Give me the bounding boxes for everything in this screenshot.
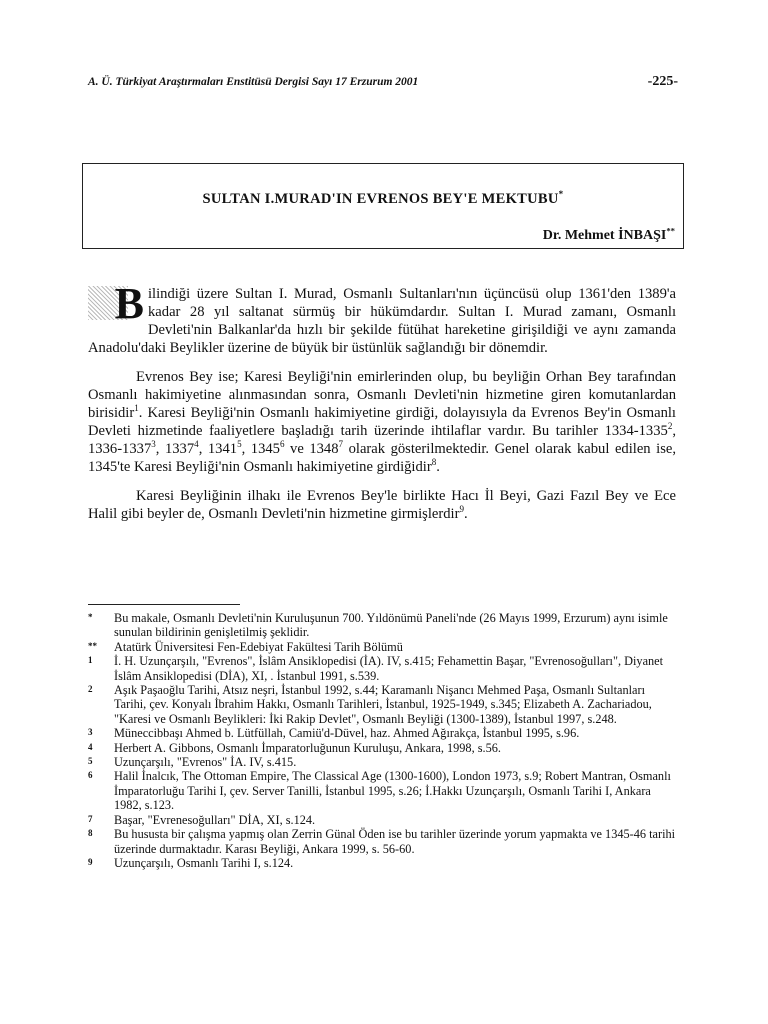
footnote xyxy=(88,769,678,812)
page-number: -225- xyxy=(647,74,678,89)
paragraph-text: Karesi Beyliğinin ilhakı ile Evrenos Bey'le birlikte Hacı İl Beyi, Gazi Fazıl Bey ve Ece Halil gibi beyler de, Osmanlı Devleti'nin hizmetine girmişlerdir xyxy=(88,488,676,522)
paragraph-text: . xyxy=(463,506,468,522)
journal-citation: A. Ü. Türkiyat Araştırmaları Enstitüsü Dergisi Sayı 17 Erzurum 2001 xyxy=(88,76,419,88)
footnote-text: Atatürk Üniversitesi Fen-Edebiyat Fakültesi Tarih Bölümü xyxy=(114,639,403,654)
footnote-separator xyxy=(88,604,240,605)
paragraph-text: , 1337 xyxy=(155,441,195,457)
paragraph-2 xyxy=(88,368,676,476)
footnote-ref: 8 xyxy=(431,457,437,468)
footnote-text: Herbert A. Gibbons, Osmanlı İmparatorluğunun Kuruluşu, Ankara, 1998, s.56. xyxy=(114,740,501,755)
running-header xyxy=(88,76,678,92)
footnote-mark: * xyxy=(88,612,93,622)
footnote xyxy=(88,741,678,755)
footnote-mark: 7 xyxy=(88,813,93,824)
footnote xyxy=(88,856,678,870)
footnote-text: Halil İnalcık, The Ottoman Empire, The Classical Age (1300-1600), London 1973, s.9; Robert Mantran, Osmanlı İmparatorluğu Tarihi I, çev. Server Tanilli, İstanbul 1995, s.26; İ.Hakkı Uzunçarşılı, Osmanlı Tarihi I, Ankara 1982, s.123. xyxy=(114,769,671,813)
author-footnote-mark: ** xyxy=(666,225,675,236)
footnote-ref: 1 xyxy=(134,403,139,414)
footnote-text: Aşık Paşaoğlu Tarihi, Atsız neşri, İstanbul 1992, s.44; Karamanlı Nişancı Mehmed Paşa, Osmanlı Sultanları Tarihi, çev. Konyalı İbrahim Hakkı, Osmanlı Tarihleri, İstanbul, 1925-1949, s.345; Elizabeth A. Zachariadou, "Karesi ve Osmanlı Beylikleri: İki Rakip Devlet", Osmanlı Beyliği (1300-1389), İstanbul 1997, s.248. xyxy=(114,683,652,726)
footnote-text: Başar, "Evrenesoğulları" DİA, XI, s.124. xyxy=(114,812,316,827)
paragraph-text: ilindiği üzere Sultan I. Murad, Osmanlı Sultanları'nın üçüncüsü olup 1361'den 1389'a kadar 28 yıl saltanat sürmüş bir hükümdardır. Sultan I. Murad zamanı, Osmanlı Devleti'nin Balkanlar'da hızlı bir şekilde fütühat hareketine girişildiği ve aynı zamanda Anadolu'daki Beylikler üzerine de büyük bir üstünlük sağlandığı bir dönemdir. xyxy=(88,286,676,356)
paragraph-text: olarak gösterilmektedir. Genel olarak kabul edilen ise, 1345'te Karesi Beyliği'nin Osmanlı hakimiyetine girdiğidir xyxy=(88,441,676,475)
footnote-text: Bu hususta bir çalışma yapmış olan Zerrin Günal Öden ise bu tarihler üzerinde yorum yapmakta ve 1345-46 tarihi üzerinde durmaktadır. Karası Beyliği, Ankara 1999, s. 56-60. xyxy=(114,827,676,856)
footnote-mark: 4 xyxy=(88,741,93,752)
paragraph-1 xyxy=(88,279,676,357)
footnote-ref: 4 xyxy=(194,439,199,450)
footnote-text: İ. H. Uzunçarşılı, "Evrenos", İslâm Ansiklopedisi (İA). IV, s.415; Fehamettin Başar, "Evrenosoğulları", Diyanet İslâm Ansiklopedisi (DİA), XI, . İstanbul 1991, s.539. xyxy=(114,654,664,683)
footnote-ref: 5 xyxy=(237,439,242,450)
footnote-mark: ** xyxy=(88,640,97,651)
footnote-mark: 2 xyxy=(88,684,93,695)
paragraph-text: , 1336-1337 xyxy=(88,423,676,457)
footnote-text: Uzunçarşılı, "Evrenos" İA. IV, s.415. xyxy=(114,755,297,770)
paragraph-text: . xyxy=(436,459,440,475)
footnote-mark: 1 xyxy=(88,655,93,666)
footnote-mark: 8 xyxy=(88,828,93,839)
footnote-ref: 2 xyxy=(667,421,673,432)
footnote-text: Müneccibbaşı Ahmed b. Lütfüllah, Camiü'd-Düvel, haz. Ahmed Ağırakça, İstanbul 1995, s.96. xyxy=(114,726,580,741)
footnote-mark: 9 xyxy=(88,856,93,867)
title-box xyxy=(82,163,684,249)
article-body xyxy=(88,279,676,534)
footnote xyxy=(88,726,678,740)
footnote-ref: 9 xyxy=(459,504,464,515)
footnote xyxy=(88,755,678,769)
footnote-mark: 6 xyxy=(88,770,93,781)
footnote-mark: 3 xyxy=(88,727,93,738)
footnote xyxy=(88,654,678,683)
footnote-text: Uzunçarşılı, Osmanlı Tarihi I, s.124. xyxy=(114,855,294,870)
footnote-mark: 5 xyxy=(88,756,93,767)
paragraph-3 xyxy=(88,487,676,523)
title-footnote-mark: * xyxy=(558,189,564,200)
article-title: SULTAN I.MURAD'IN EVRENOS BEY'E MEKTUBU* xyxy=(202,189,564,207)
author-name: Dr. Mehmet İNBAŞI** xyxy=(542,225,675,243)
paragraph-text: ve 1348 xyxy=(284,441,339,457)
footnote-ref: 3 xyxy=(151,439,156,450)
paragraph-text: , 1341 xyxy=(198,441,238,457)
footnote xyxy=(88,813,678,827)
paragraph-text: . Karesi Beyliği'nin Osmanlı hakimiyetine girdiği, dolayısıyla da Evrenos Bey'in Osmanlı Devleti hizmetinde faaliyetlere başladığı tarih üzerinde ihtilaflar vardır. Bu tarihler 1334-1335 xyxy=(88,405,676,439)
drop-cap: B xyxy=(88,286,144,322)
footnote xyxy=(88,611,678,640)
footnote xyxy=(88,683,678,726)
paragraph-text: Evrenos Bey ise; Karesi Beyliği'nin emirlerinden olup, bu beyliğin Orhan Bey tarafından Osmanlı hakimiyetine alınmasından sonra, Osmanlı Devleti'nin hizmetine giren komutanlardan birisidir xyxy=(88,369,676,421)
footnote-ref: 6 xyxy=(279,439,285,450)
footnote xyxy=(88,640,678,654)
footnotes xyxy=(88,611,678,870)
footnote-ref: 7 xyxy=(338,439,344,450)
footnote xyxy=(88,827,678,856)
footnote-text: Bu makale, Osmanlı Devleti'nin Kuruluşunun 700. Yıldönümü Paneli'nde (26 Mayıs 1999, Erzurum) aynı isimle sunulan bildirinin genişletilmiş şeklidir. xyxy=(114,611,668,640)
paragraph-text: , 1345 xyxy=(241,441,280,457)
